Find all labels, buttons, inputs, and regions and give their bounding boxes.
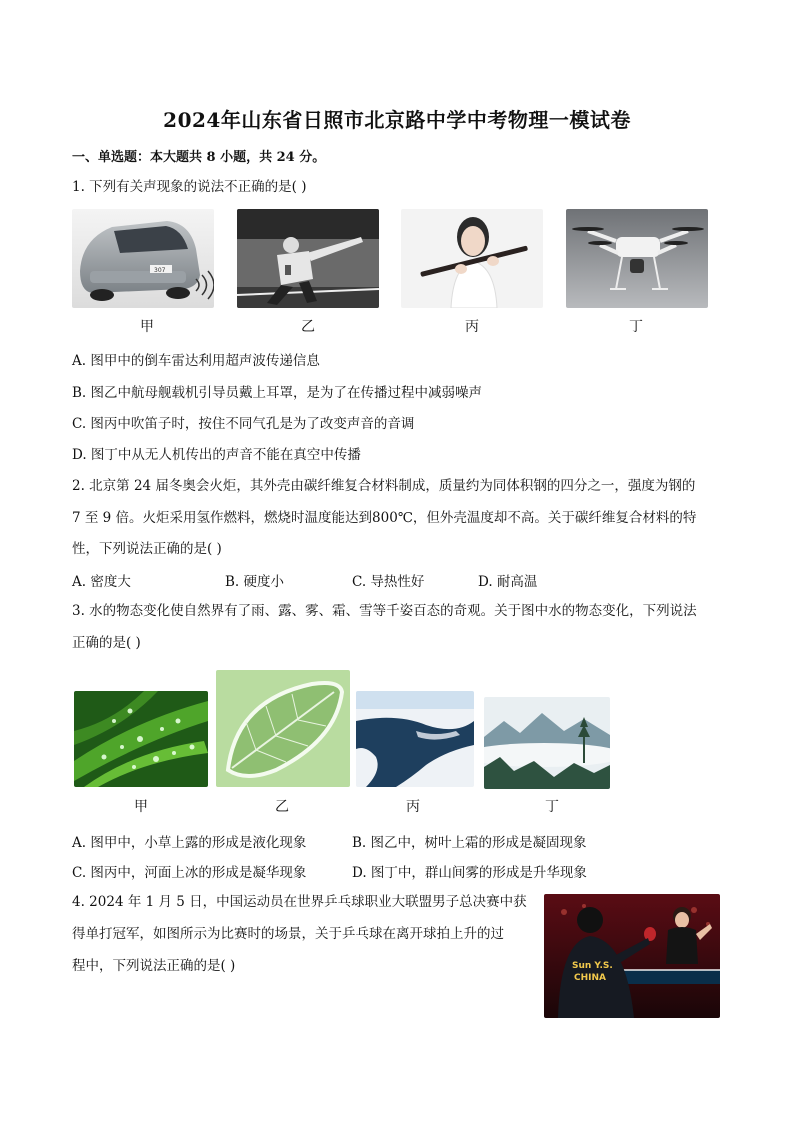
q2-option-b: B. 硬度小	[225, 574, 285, 590]
q3-option-c: C. 图丙中，河面上冰的形成是凝华现象	[72, 865, 307, 881]
mountain-fog-image	[484, 697, 610, 789]
q3-caption-b: 乙	[275, 799, 289, 815]
q2-option-d: D. 耐高温	[478, 574, 538, 590]
q3-caption-c: 丙	[406, 799, 420, 815]
license-plate-text: 307	[154, 267, 166, 274]
exam-title: 2024年山东省日照市北京路中学中考物理一模试卷	[163, 108, 631, 132]
q1-caption-d: 丁	[629, 319, 643, 335]
question-2-line-1: 2. 北京第 24 届冬奥会火炬，其外壳由碳纤维复合材料制成，质量约为同体积钢的四分之一，强度为钢的	[72, 478, 696, 494]
question-3-line-2: 正确的是( )	[72, 635, 141, 651]
question-1-stem: 1. 下列有关声现象的说法不正确的是( )	[72, 179, 307, 195]
question-2-line-2: 7 至 9 倍。火炬采用氢作燃料，燃烧时温度能达到800℃，但外壳温度却不高。关于碳纤维复合材料的特	[72, 510, 697, 526]
q1-caption-a: 甲	[140, 319, 154, 335]
q1-caption-c: 丙	[465, 319, 479, 335]
flute-player-image	[401, 209, 543, 308]
q3-caption-a: 甲	[134, 799, 148, 815]
q3-option-a: A. 图甲中，小草上露的形成是液化现象	[72, 835, 307, 851]
dew-on-grass-image	[74, 691, 208, 787]
jersey-name-text: Sun Y.S.	[572, 961, 613, 971]
q2-option-c: C. 导热性好	[352, 574, 425, 590]
q3-caption-d: 丁	[545, 799, 559, 815]
frost-leaf-image	[216, 670, 350, 787]
q1-option-b: B. 图乙中航母舰载机引导员戴上耳罩，是为了在传播过程中减弱噪声	[72, 385, 483, 401]
q3-option-b: B. 图乙中，树叶上霜的形成是凝固现象	[352, 835, 587, 851]
question-3-line-1: 3. 水的物态变化使自然界有了雨、露、雾、霜、雪等千姿百态的奇观。关于图中水的物态变化，下列说法	[72, 603, 697, 619]
question-2-line-3: 性，下列说法正确的是( )	[72, 541, 222, 557]
q3-option-d: D. 图丁中，群山间雾的形成是升华现象	[352, 865, 587, 881]
drone-image	[566, 209, 708, 308]
table-tennis-match-image	[544, 894, 720, 1018]
frozen-river-image	[356, 691, 474, 787]
q1-caption-b: 乙	[301, 319, 315, 335]
q2-option-a: A. 密度大	[72, 574, 131, 590]
jersey-country-text: CHINA	[574, 973, 606, 983]
question-4-line-3: 程中，下列说法正确的是( )	[72, 958, 236, 974]
section-heading: 一、单选题：本大题共 8 小题，共 24 分。	[72, 150, 326, 165]
q1-option-a: A. 图甲中的倒车雷达利用超声波传递信息	[72, 353, 320, 369]
q1-option-d: D. 图丁中从无人机传出的声音不能在真空中传播	[72, 447, 361, 463]
q1-option-c: C. 图丙中吹笛子时，按住不同气孔是为了改变声音的音调	[72, 416, 415, 432]
car-reversing-radar-image	[72, 209, 214, 308]
question-4-line-1: 4. 2024 年 1 月 5 日，中国运动员在世界乒乓球职业大联盟男子总决赛中获	[72, 894, 527, 910]
question-4-line-2: 得单打冠军，如图所示为比赛时的场景，关于乒乓球在离开球拍上升的过	[72, 926, 504, 942]
carrier-guide-image	[237, 209, 379, 308]
